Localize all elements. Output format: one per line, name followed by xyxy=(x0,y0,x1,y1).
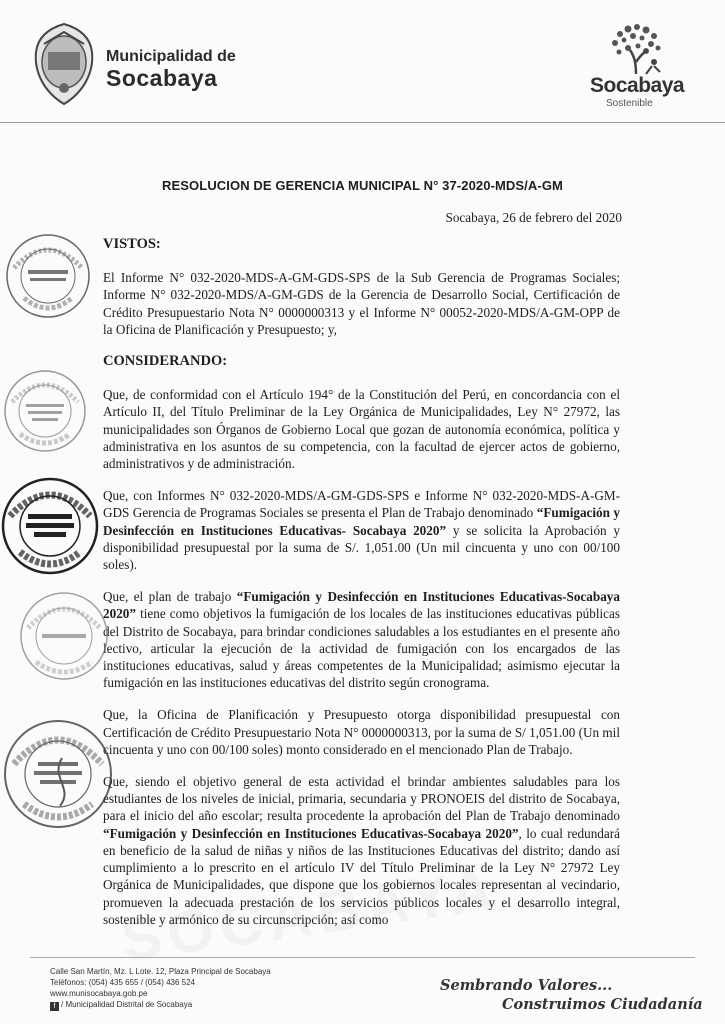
header-divider xyxy=(0,122,725,123)
footer-divider xyxy=(30,957,695,958)
plan-name-bold: “Fumigación y Desinfección en Instituciones Educativas-Socabaya 2020” xyxy=(103,589,620,622)
paragraph-text: Que, el plan de trabajo xyxy=(103,589,237,605)
footer-motto xyxy=(440,975,703,1013)
plan-name-bold: “Fumigación y Desinfección en Instituciones Educativas-Socabaya 2020” xyxy=(103,825,519,841)
considerando-paragraph-4: Que, la Oficina de Planificación y Presupuesto otorga disponibilidad presupuestal con Certificación de Crédito Presupuestario Nota N° 0000000313, por la suma de S/ 1,051.00 (Un mil cincuenta y uno con 00/100 soles) monto considerado en el mencionado Plan de Trabajo. xyxy=(103,707,620,757)
footer-address: Calle San Martín, Mz. L Lote. 12, Plaza Principal de Socabaya xyxy=(50,967,271,976)
plan-name-bold: “Fumigación y Desinfección en Instituciones Educativas- Socabaya 2020” xyxy=(103,505,621,538)
footer-facebook xyxy=(50,999,271,1011)
footer-contact xyxy=(50,966,271,1011)
facebook-icon: f xyxy=(50,1002,59,1011)
stamp-gerencia-desarrollo-social xyxy=(0,476,100,576)
stamp-oficina-municipal xyxy=(4,232,92,320)
stamp-asesoria-juridica xyxy=(2,368,88,454)
motto-line-2: Construimos Ciudadanía xyxy=(502,996,703,1013)
document-date: Socabaya, 26 de febrero del 2020 xyxy=(445,210,622,225)
considerando-heading: CONSIDERANDO: xyxy=(103,353,228,370)
socabaya-sostenible-logo xyxy=(590,22,700,122)
municipal-shield-logo xyxy=(30,22,98,106)
resolution-title: RESOLUCION DE GERENCIA MUNICIPAL N° 37-2020-MDS/A-GM xyxy=(162,178,563,193)
paragraph-text: Que, siendo el objetivo general de esta actividad el brindar ambientes saludables para los estudiantes de los niveles de inicial, primaria, secundaria y PRONOEIS del distrito de Socabaya, para el inicio del año escolar; resulta procedente la aprobación del Plan de Trabajo denominado xyxy=(103,774,620,824)
brand-line-2: Socabaya xyxy=(106,65,218,91)
vistos-paragraph: El Informe N° 032-2020-MDS-A-GM-GDS-SPS de la Sub Gerencia de Programas Sociales; Informe N° 032-2020-MDS/A-GM-GDS de la Gerencia de Desarrollo Social, Certificación de Crédito Presupuestario Nota N° 0000000313 y el Informe N° 00052-2020-MDS/A-GM-OPP de la Oficina de Planificación y Presupuesto; y, xyxy=(103,270,620,337)
paragraph-text: Que, con Informes N° 032-2020-MDS/A-GM-GDS-SPS e Informe N° 032-2020-MDS-A-GM-GDS Gerencia de Programas Sociales se presenta el Plan de Trabajo denominado xyxy=(103,488,620,521)
brand-line-1: Municipalidad de xyxy=(106,48,236,65)
footer-phones: Teléfonos: (054) 435 655 / (054) 436 524 xyxy=(50,978,195,987)
considerando-paragraph-2 xyxy=(103,487,620,573)
footer-website: www.munisocabaya.gob.pe xyxy=(50,989,148,998)
paragraph-text: , lo cual redundará en beneficio de la salud de niñas y niños de las Instituciones Educativas del distrito; dando así cumplimiento a lo prescrito en el artículo IV del Título Preliminar de la Ley N° 27972 Ley Orgánica de Municipalidades, que dispone que los gobiernos locales representan al vecindario, promueven la adecuada prestación de los servicios públicos locales y el desarrollo integral, sostenible y armónico de su circunscripción; así como xyxy=(103,825,620,927)
facebook-page: / Municipalidad Distrital de Socabaya xyxy=(61,1000,193,1009)
motto-line-1: Sembrando Valores... xyxy=(440,977,613,994)
right-logo-wordmark: Socabaya xyxy=(590,74,685,97)
stamp-administracion xyxy=(18,590,110,682)
document-body xyxy=(103,236,620,943)
tree-icon xyxy=(600,22,670,77)
letterhead xyxy=(0,0,725,122)
right-logo-subtitle: Sostenible xyxy=(606,98,653,109)
brand-name xyxy=(106,48,236,90)
paragraph-text: y se solicita la Aprobación y disponibilidad presupuestal por la suma de S/. 1,051.00 (Un mil cincuenta y uno con 00/100 soles). xyxy=(103,522,621,573)
vistos-heading: VISTOS: xyxy=(103,236,161,252)
paragraph-text: tiene como objetivos la fumigación de los locales de las instituciones educativas públicas del Distrito de Socabaya, para brindar condiciones saludables a los estudiantes en el presente año lectivo, articular la ejecución de la actividad de fumigación con los encargados de las instituciones educativas, salud y áreas competentes de la Municipalidad; asimismo ejecutar la fumigación en las instituciones educativas del distrito según cronograma. xyxy=(103,606,620,691)
considerando-paragraph-5 xyxy=(103,773,620,928)
considerando-paragraph-3 xyxy=(103,588,620,691)
considerando-paragraph-1: Que, de conformidad con el Artículo 194° de la Constitución del Perú, en concordancia con el Artículo II, del Título Preliminar de la Ley Orgánica de Municipalidades, Ley N° 27972, las municipalidades son Órganos de Gobierno Local que gozan de autonomía económica, política y administrativa en los asuntos de su competencia, con la facultad de ejercer actos de gobierno, administrativos y de administración. xyxy=(103,387,620,472)
stamp-planificacion-presupuesto xyxy=(2,718,114,830)
